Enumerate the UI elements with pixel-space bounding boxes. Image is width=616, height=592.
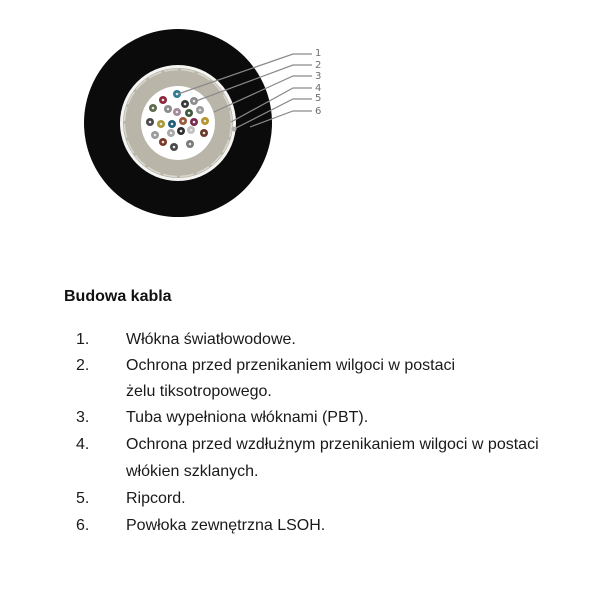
fiber-core-dot [171, 123, 174, 126]
list-item-text-continued: włókien szklanych. [126, 463, 259, 480]
list-item-number: 4. [76, 436, 90, 453]
list-item-text: Włókna światłowodowe. [126, 331, 296, 348]
list-item-text: Ochrona przed przenikaniem wilgoci w postaci [126, 357, 456, 374]
callout-label-5: 5 [315, 93, 322, 104]
fiber-core-dot [167, 108, 170, 111]
fiber-core-dot [199, 109, 202, 112]
fiber-core-dot [160, 123, 163, 126]
list-item-text: Powłoka zewnętrzna LSOH. [126, 517, 326, 534]
fiber-core-dot [176, 111, 179, 114]
fiber-core-dot [204, 120, 207, 123]
callout-label-1: 1 [315, 48, 322, 59]
section-title: Budowa kabla [64, 288, 172, 305]
callout-label-6: 6 [315, 106, 322, 117]
callout-label-3: 3 [315, 71, 322, 82]
list-item-number: 6. [76, 517, 90, 534]
list-item-text: Tuba wypełniona włóknami (PBT). [126, 409, 369, 426]
list-item-number: 5. [76, 490, 90, 507]
fiber-core-dot [203, 132, 206, 135]
list-item-number: 1. [76, 331, 90, 348]
fiber-core-dot [180, 130, 183, 133]
fiber-core-dot [176, 93, 179, 96]
list-item-text: Ripcord. [126, 490, 186, 507]
fiber-core-dot [188, 112, 191, 115]
ripcord [232, 127, 237, 132]
list-item-text-continued: żelu tiksotropowego. [126, 383, 272, 400]
callout-label-4: 4 [315, 83, 322, 94]
fiber-core-dot [193, 121, 196, 124]
fiber-core-dot [154, 134, 157, 137]
fiber-core-dot [189, 143, 192, 146]
callout-labels [315, 48, 321, 117]
list-item-number: 3. [76, 409, 90, 426]
fiber-core-dot [162, 99, 165, 102]
list-item-text: Ochrona przed wzdłużnym przenikaniem wilgoci w postaci [126, 436, 539, 453]
fiber-core-dot [182, 120, 185, 123]
fiber-core-dot [184, 103, 187, 106]
fiber-core-dot [170, 132, 173, 135]
fiber-core-dot [162, 141, 165, 144]
callout-label-2: 2 [315, 60, 322, 71]
list-item-number: 2. [76, 357, 90, 374]
cable-cross-section-diagram [0, 0, 616, 240]
fiber-core-dot [193, 100, 196, 103]
fiber-core-dot [152, 107, 155, 110]
fiber-core-dot [190, 129, 193, 132]
fiber-core-dot [173, 146, 176, 149]
fiber-core-dot [149, 121, 152, 124]
